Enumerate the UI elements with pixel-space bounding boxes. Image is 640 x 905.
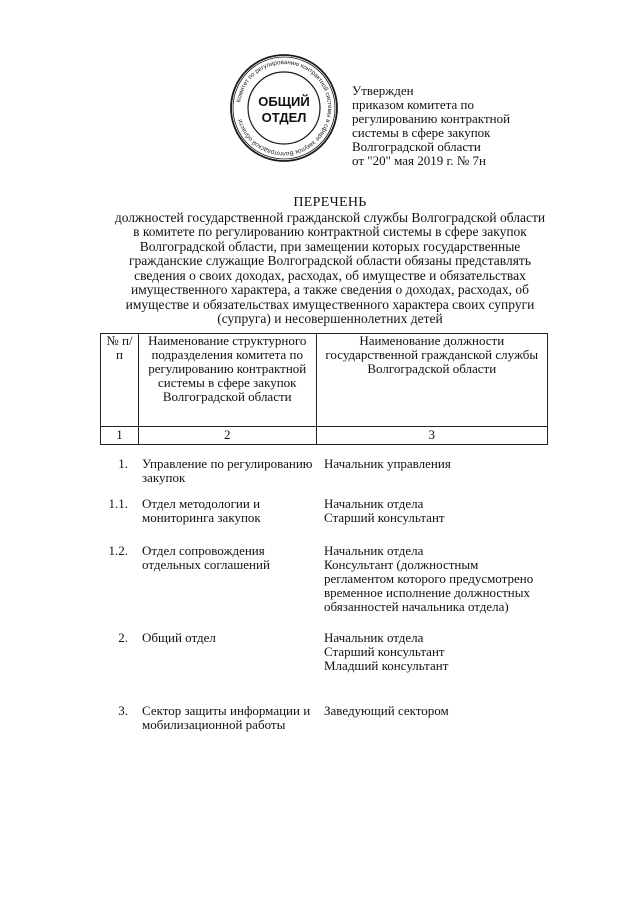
header-unit: Наименование структурного подразделения комитета по регулированию контрактной системы в сфере закупок Волгоградской области [138,334,316,427]
row-num: 1. [118,456,128,471]
row-num: 1.2. [108,543,128,558]
table-row [100,497,548,544]
row-unit: Общий отдел [142,630,216,645]
row-unit: Отдел сопровождения отдельных соглашений [142,543,270,572]
row-unit: Сектор защиты информации и мобилизационной работы [142,703,311,732]
title-line: сведения о своих доходах, расходах, об имуществе и обязательствах [134,267,526,283]
row-positions [322,544,550,614]
approval-line: регулированию контрактной [352,111,511,126]
column-number: 1 [101,427,139,445]
row-positions [322,457,550,471]
approval-line: Утвержден [352,83,414,98]
row-positions [322,631,550,673]
document-title [70,196,590,327]
positions-table-body [100,457,548,752]
position-item: Заведующий сектором [324,703,449,718]
position-item: Начальник отдела [324,543,424,558]
position-item: Начальник управления [324,456,451,471]
table-row [100,704,548,752]
header-position: Наименование должности государственной гражданской службы Волгоградской области [316,334,547,427]
column-number: 2 [138,427,316,445]
approval-line: от "20" мая 2019 г. № 7н [352,153,486,168]
title-line: Волгоградской области, при замещении которых государственные [139,238,521,254]
title-line: имущественного характера, а также сведения о доходах, расходах, об [130,282,529,297]
position-item: Консультант (должностным регламентом которого предусмотрено временное исполнение должностных обязанностей начальника отдела) [324,557,534,614]
position-item: Младший консультант [324,658,449,673]
title-line: имуществе и обязательствах имущественного характера своих супруги [125,296,535,312]
title-line: (супруга) и несовершеннолетних детей [217,311,443,326]
title-heading: ПЕРЕЧЕНЬ [293,195,367,210]
title-line: должностей государственной гражданской службы Волгоградской области [114,209,546,225]
position-item: Старший консультант [324,644,445,659]
position-item: Старший консультант [324,510,445,525]
position-item: Начальник отдела [324,630,424,645]
row-positions [322,704,550,718]
row-unit: Отдел методологии и мониторинга закупок [142,496,261,525]
stamp-center-line2: ОТДЕЛ [261,110,307,125]
row-positions [322,497,550,525]
approval-line: системы в сфере закупок [352,125,491,140]
row-num: 2. [118,630,128,645]
table-row [100,544,548,631]
row-num: 1.1. [108,496,128,511]
stamp-center-line1: ОБЩИЙ [258,94,310,109]
approval-line: приказом комитета по [352,97,474,112]
header-num: № п/п [101,334,139,427]
approval-line: Волгоградской области [352,139,481,154]
position-item: Начальник отдела [324,496,424,511]
column-number: 3 [316,427,547,445]
table-row [100,457,548,497]
title-line: гражданские служащие Волгоградской области обязаны представлять [129,253,531,268]
row-num: 3. [118,703,128,718]
row-unit: Управление по регулированию закупок [142,456,313,485]
table-row [100,631,548,704]
stamp-ring-text: Комитет по регулированию контрактной системы в сфере закупок Волгоградской области [235,58,334,158]
positions-table-header [100,333,548,445]
approval-block [352,84,592,168]
title-line: в комитете по регулированию контрактной системы в сфере закупок [133,224,527,239]
general-department-stamp [228,52,340,164]
